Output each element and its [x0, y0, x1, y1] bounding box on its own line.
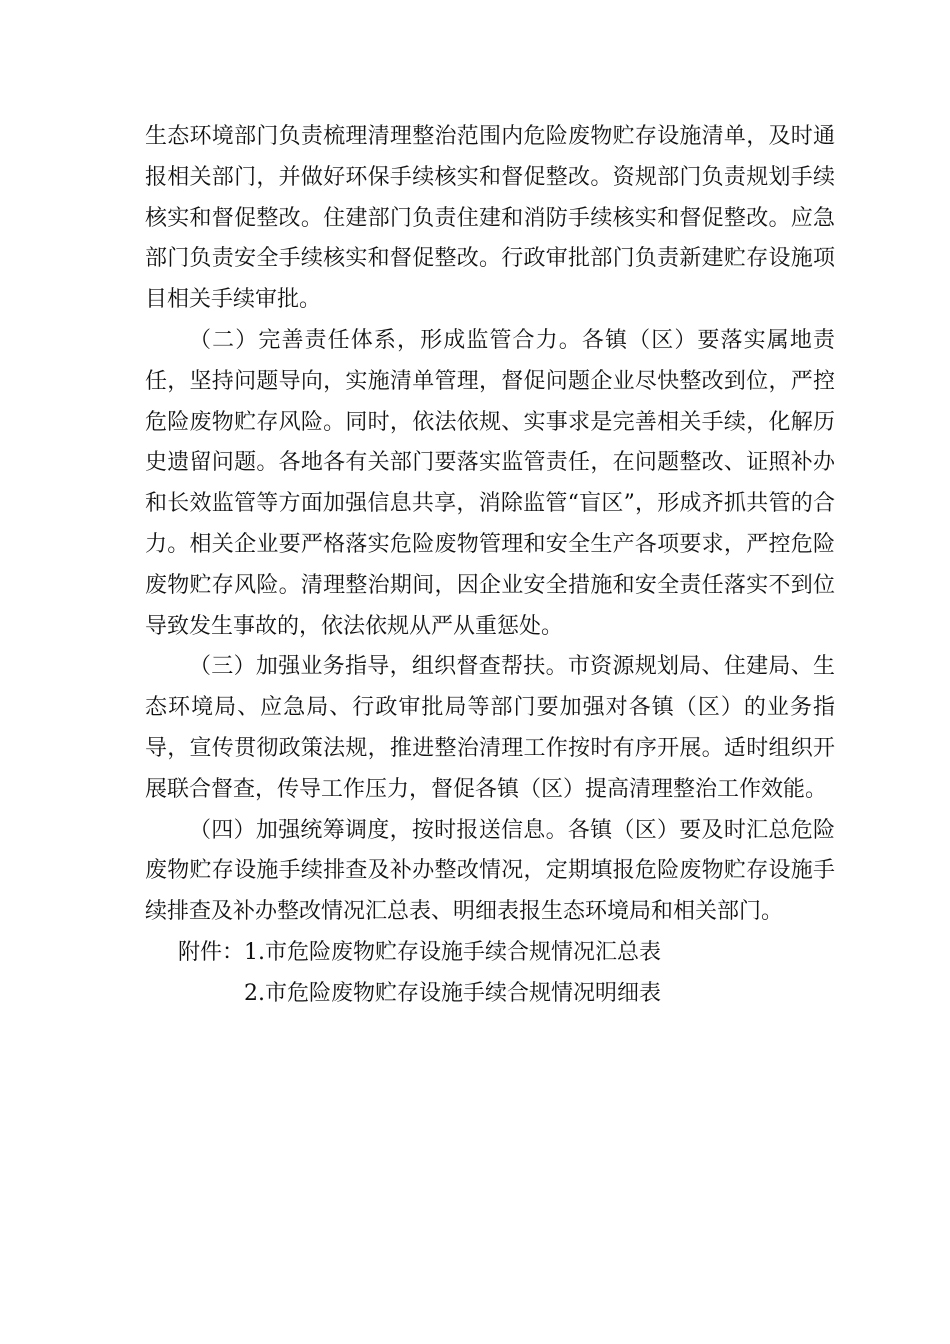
attachment-line-2 [145, 974, 835, 1015]
document-body [145, 117, 835, 1015]
paragraph-section-2: （二）完善责任体系，形成监管合力。各镇（区）要落实属地责任，坚持问题导向，实施清单管理，督促问题企业尽快整改到位，严控危险废物贮存风险。同时，依法依规、实事求是完善相关手续，化解历史遗留问题。各地各有关部门要落实监管责任，在问题整改、证照补办和长效监管等方面加强信息共享，消除监管“盲区”，形成齐抓共管的合力。相关企业要严格落实危险废物管理和安全生产各项要求，严控危险废物贮存风险。清理整治期间，因企业安全措施和安全责任落实不到位导致发生事故的，依法依规从严从重惩处。 [145, 327, 835, 639]
attachment-item: 1.市危险废物贮存设施手续合规情况汇总表 [244, 939, 662, 965]
paragraph-responsibilities: 生态环境部门负责梳理清理整治范围内危险废物贮存设施清单，及时通报相关部门，并做好环保手续核实和督促整改。资规部门负责规划手续核实和督促整改。住建部门负责住建和消防手续核实和督促整改。应急部门负责安全手续核实和督促整改。行政审批部门负责新建贮存设施项目相关手续审批。 [145, 124, 835, 313]
paragraph-section-4: （四）加强统筹调度，按时报送信息。各镇（区）要及时汇总危险废物贮存设施手续排查及补办整改情况，定期填报危险废物贮存设施手续排查及补办整改情况汇总表、明细表报生态环境局和相关部门。 [145, 817, 835, 925]
attachment-line-1 [145, 933, 835, 974]
paragraph-section-3: （三）加强业务指导，组织督查帮扶。市资源规划局、住建局、生态环境局、应急局、行政审批局等部门要加强对各镇（区）的业务指导，宣传贯彻政策法规，推进整治清理工作按时有序开展。适时组织开展联合督查，传导工作压力，督促各镇（区）提高清理整治工作效能。 [145, 654, 835, 802]
attachment-item: 2.市危险废物贮存设施手续合规情况明细表 [244, 980, 661, 1006]
attachment-label: 附件： [178, 939, 245, 965]
